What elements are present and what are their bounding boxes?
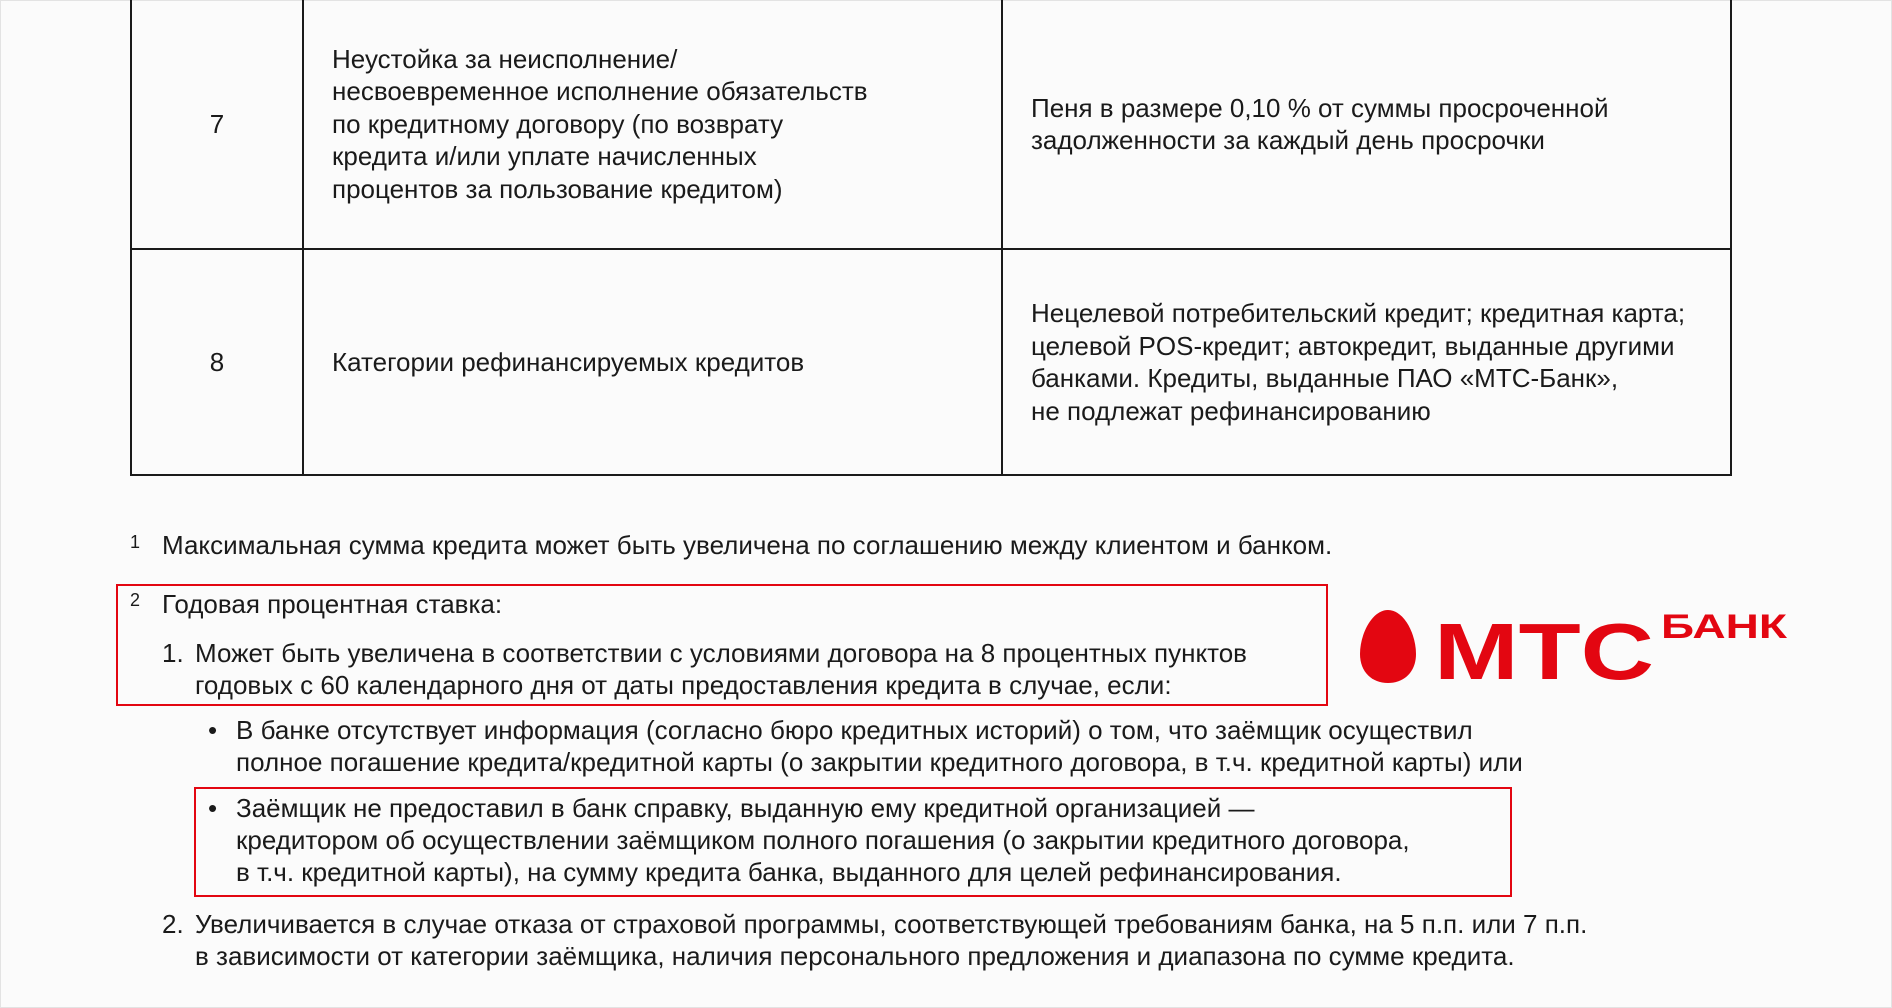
egg-icon [1360, 610, 1416, 683]
row-value-cell [1002, 249, 1731, 475]
row-number: 8 [131, 249, 303, 475]
bullet-2-text: Заёмщик не предоставил в банк справку, выданную ему кредитной организацией — кредитором об осуществлении заёмщиком полного погашения (о закрытии кредитного договора, в т.ч. кредитной карты), на сумму кредита банка, выданного для целей рефинансирования. [236, 793, 1410, 887]
logo-brand-text: МТС [1434, 608, 1654, 684]
row-number: 7 [131, 0, 303, 249]
row-name: Категории рефинансируемых кредитов [332, 346, 805, 377]
table-row [131, 249, 1731, 475]
bullet-2-marker: • [208, 793, 218, 823]
row-value-cell [1002, 0, 1731, 249]
list-item-1-text: Может быть увеличена в соответствии с условиями договора на 8 процентных пунктов годовых с 60 календарного дня от даты предоставления кредита в случае, если: [195, 638, 1247, 700]
footnote-2-title: Годовая процентная ставка: [162, 589, 503, 619]
row-name-cell [303, 249, 1002, 475]
row-value: Нецелевой потребительский кредит; кредитная карта; целевой POS-кредит; автокредит, выданные другими банками. Кредиты, выданные ПАО «МТС-Банк», не подлежат рефинансированию [1031, 298, 1686, 426]
logo-suffix-text: БАНК [1661, 608, 1788, 646]
highlight-box-bullet [194, 787, 1512, 897]
mts-bank-logo [1358, 608, 1790, 684]
highlight-box-rate [116, 584, 1328, 706]
row-name: Неустойка за неисполнение/ несвоевременное исполнение обязательств по кредитному договору (по возврату кредита и/или уплате начисленных процентов за пользование кредитом) [332, 43, 868, 204]
footnote-1-text: Максимальная сумма кредита может быть увеличена по соглашению между клиентом и банком. [162, 530, 1333, 560]
row-name-cell [303, 0, 1002, 249]
list-item-2-marker: 2. [162, 909, 184, 939]
row-value: Пеня в размере 0,10 % от суммы просроченной задолженности за каждый день просрочки [1031, 92, 1609, 155]
footnote-1-marker: 1 [130, 532, 141, 552]
conditions-table [130, 0, 1732, 476]
bullet-1-text: В банке отсутствует информация (согласно бюро кредитных историй) о том, что заёмщик осуществил полное погашение кредита/кредитной карты (о закрытии кредитного договора, в т.ч. кредитной карты) или [236, 715, 1523, 777]
bullet-1-marker: • [208, 715, 218, 745]
footnote-2-marker: 2 [130, 590, 141, 610]
list-item-1-marker: 1. [162, 638, 184, 668]
list-item-2-text: Увеличивается в случае отказа от страховой программы, соответствующей требованиям банка, на 5 п.п. или 7 п.п. в зависимости от категории заёмщика, наличия персонального предложения и диапазона по сумме кредита. [195, 909, 1588, 971]
table-row [131, 0, 1731, 249]
